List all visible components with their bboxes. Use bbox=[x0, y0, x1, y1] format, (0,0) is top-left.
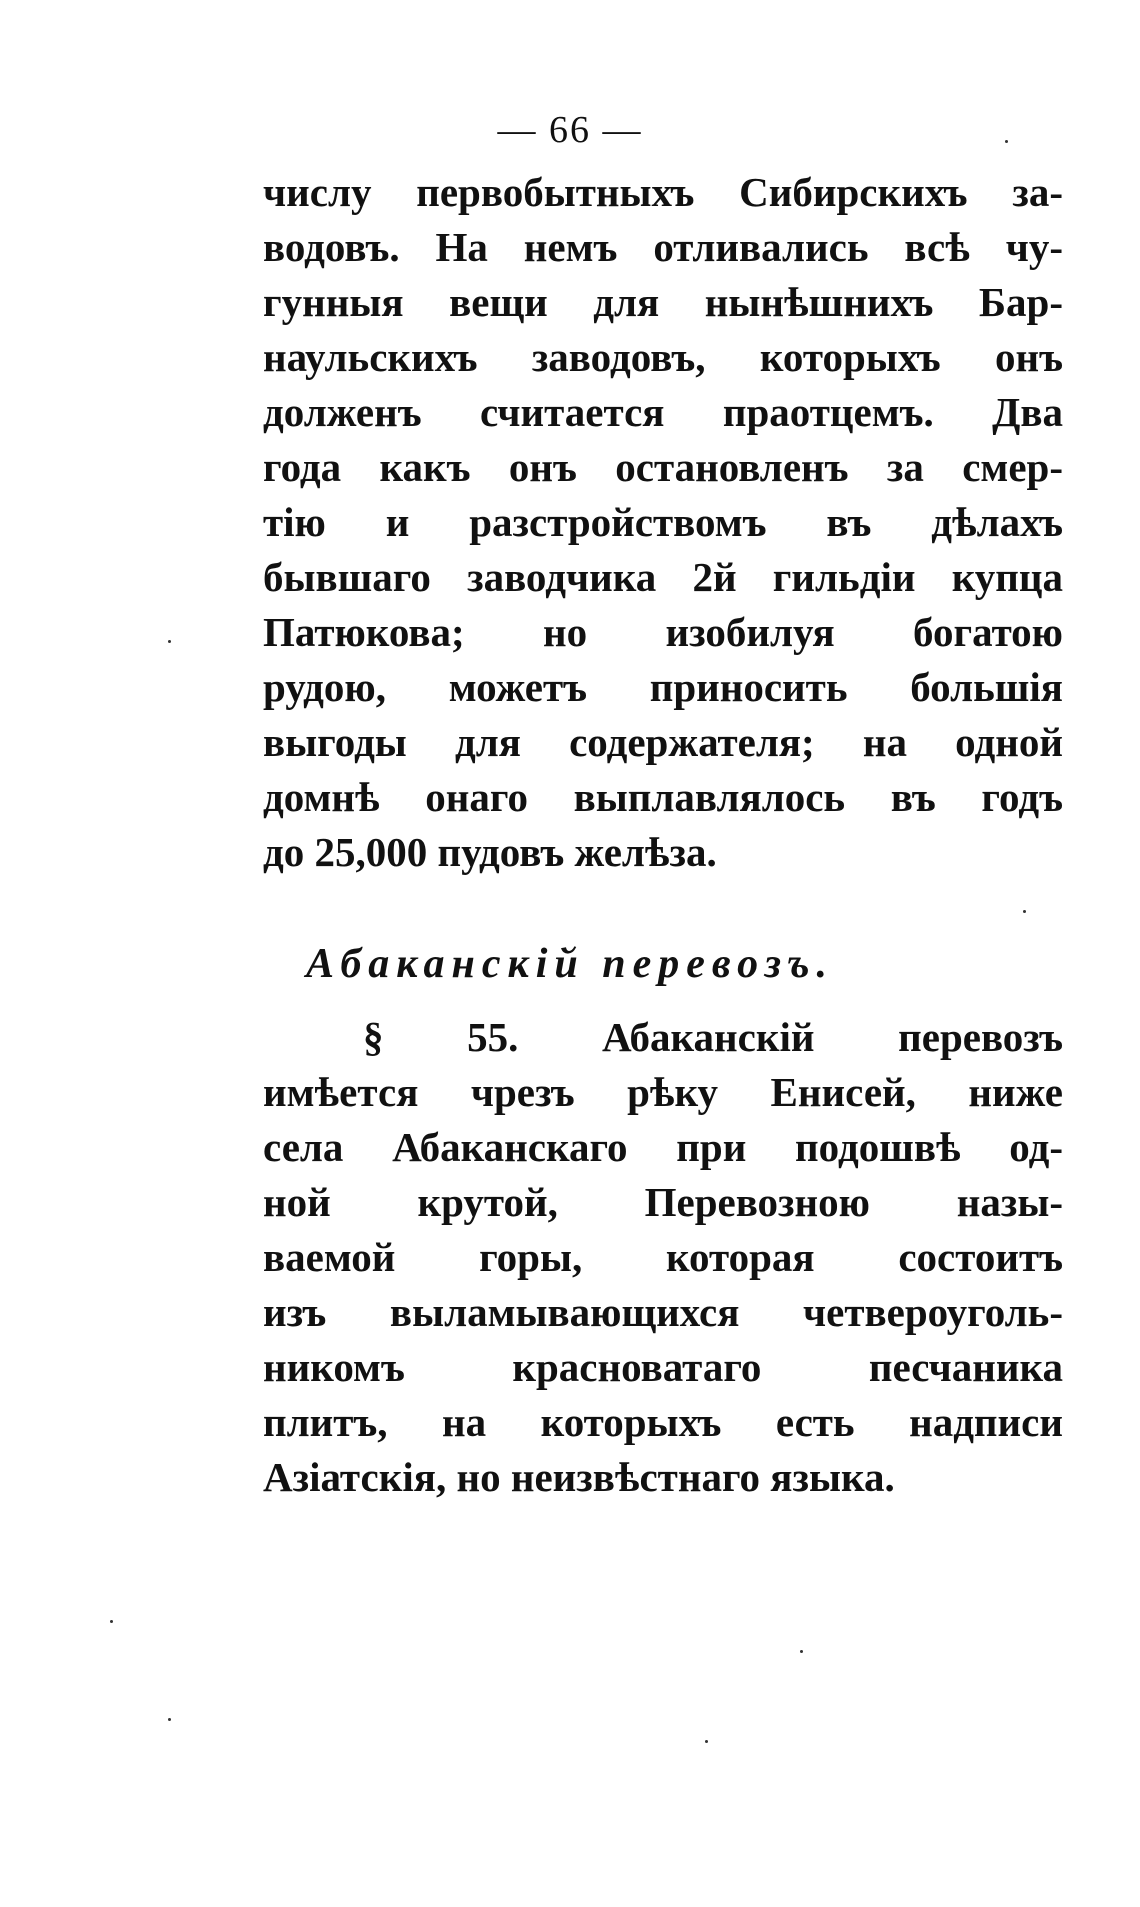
scan-speck bbox=[168, 1718, 171, 1721]
text-line: § 55. Абаканскій перевозъ bbox=[363, 1014, 1063, 1060]
text-line: года какъ онъ остановленъ за смер- bbox=[263, 444, 1063, 490]
paragraph-2 bbox=[263, 1010, 1063, 1505]
scan-speck bbox=[168, 640, 171, 643]
text-line: наульскихъ заводовъ, которыхъ онъ bbox=[263, 334, 1063, 380]
text-line: рудою, можетъ приносить большія bbox=[263, 664, 1063, 710]
text-line: водовъ. На немъ отливались всѣ чу- bbox=[263, 224, 1063, 270]
text-line: тію и разстройствомъ въ дѣлахъ bbox=[263, 499, 1063, 545]
section-heading: Абаканскій перевозъ. bbox=[305, 941, 835, 987]
text-line: имѣется чрезъ рѣку Енисей, ниже bbox=[263, 1069, 1063, 1115]
text-line: Патюкова; но изобилуя богатою bbox=[263, 609, 1063, 655]
scan-speck bbox=[110, 1620, 113, 1623]
text-line: бывшаго заводчика 2й гильдіи купца bbox=[263, 554, 1063, 600]
scan-speck bbox=[705, 1740, 708, 1743]
text-line: долженъ считается праотцемъ. Два bbox=[263, 389, 1063, 435]
text-line: до 25,000 пудовъ желѣза. bbox=[263, 829, 717, 875]
text-line: изъ выламывающихся четвероуголь- bbox=[263, 1289, 1063, 1335]
text-line: ной крутой, Перевозною назы- bbox=[263, 1179, 1063, 1225]
text-line: ваемой горы, которая состоитъ bbox=[263, 1234, 1063, 1280]
page-number: — 66 — bbox=[497, 109, 643, 151]
scan-speck bbox=[1023, 910, 1026, 913]
text-line: числу первобытныхъ Сибирскихъ за- bbox=[263, 169, 1063, 215]
text-line: домнѣ онаго выплавлялось въ годъ bbox=[263, 774, 1063, 820]
paragraph-1 bbox=[263, 165, 1063, 880]
text-line: гунныя вещи для нынѣшнихъ Бар- bbox=[263, 279, 1063, 325]
scan-speck bbox=[1005, 140, 1008, 143]
text-line: плитъ, на которыхъ есть надписи bbox=[263, 1399, 1063, 1445]
text-line: села Абаканскаго при подошвѣ од- bbox=[263, 1124, 1063, 1170]
text-line: никомъ красноватаго песчаника bbox=[263, 1344, 1063, 1390]
scan-speck bbox=[800, 1650, 803, 1653]
text-line: выгоды для содержателя; на одной bbox=[263, 719, 1063, 765]
text-line: Азіатскія, но неизвѣстнаго языка. bbox=[263, 1454, 895, 1500]
